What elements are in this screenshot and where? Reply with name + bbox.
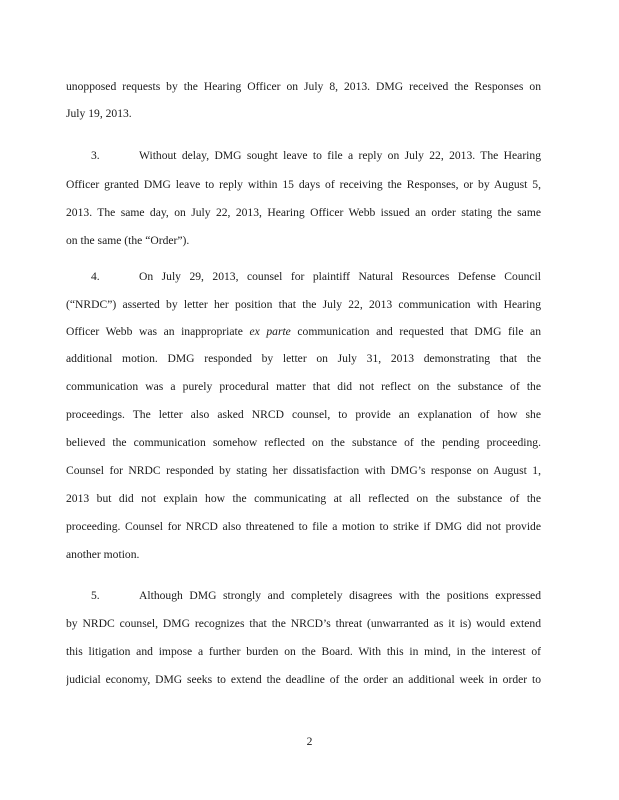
paragraph-5-line-1: Although DMG strongly and completely disagrees with the positions expressed (139, 589, 541, 602)
paragraph-5-line-4: judicial economy, DMG seeks to extend the deadline of the order an additional week in order to (66, 673, 541, 686)
paragraph-5-line-2: by NRDC counsel, DMG recognizes that the NRCD’s threat (unwarranted as it is) would extend (66, 617, 541, 630)
paragraph-4-line-2: (“NRDC”) asserted by letter her position that the July 22, 2013 communication with Hearing (66, 298, 541, 311)
ex-parte-italic: ex parte (249, 325, 291, 338)
paragraph-3-line-1: Without delay, DMG sought leave to file a reply on July 22, 2013. The Hearing (139, 149, 541, 162)
paragraph-4-line-9: 2013 but did not explain how the communicating at all reflected on the substance of the (66, 492, 541, 505)
paragraph-3-number: 3. (91, 149, 100, 162)
paragraph-3-line-3: 2013. The same day, on July 22, 2013, Hearing Officer Webb issued an order stating the same (66, 206, 541, 219)
paragraph-4-line-3-post: communication and requested that DMG file an (290, 325, 541, 338)
paragraph-5-line-3: this litigation and impose a further burden on the Board. With this in mind, in the interest of (66, 645, 541, 658)
continuation-line-2: July 19, 2013. (66, 107, 132, 120)
paragraph-4-line-4: additional motion. DMG responded by letter on July 31, 2013 demonstrating that the (66, 352, 541, 365)
paragraph-4-line-3 (66, 325, 541, 339)
paragraph-4-line-7: believed the communication somehow reflected on the substance of the pending proceeding. (66, 436, 541, 449)
paragraph-4-line-11: another motion. (66, 548, 140, 561)
paragraph-3-line-2: Officer granted DMG leave to reply within 15 days of receiving the Responses, or by August 5, (66, 178, 541, 191)
page-number: 2 (306, 735, 313, 748)
paragraph-4-line-3-pre: Officer Webb was an inappropriate (66, 325, 250, 338)
paragraph-4-line-1: On July 29, 2013, counsel for plaintiff Natural Resources Defense Council (139, 270, 541, 283)
paragraph-5-number: 5. (91, 589, 100, 602)
paragraph-3-line-4: on the same (the “Order”). (66, 234, 190, 247)
continuation-line-1: unopposed requests by the Hearing Officer on July 8, 2013. DMG received the Responses on (66, 80, 541, 93)
paragraph-4-line-8: Counsel for NRDC responded by stating her dissatisfaction with DMG’s response on August 1, (66, 464, 541, 477)
paragraph-4-line-6: proceedings. The letter also asked NRCD counsel, to provide an explanation of how she (66, 408, 541, 421)
paragraph-4-number: 4. (91, 270, 100, 283)
paragraph-4-line-10: proceeding. Counsel for NRCD also threatened to file a motion to strike if DMG did not provide (66, 520, 541, 533)
paragraph-4-line-5: communication was a purely procedural matter that did not reflect on the substance of the (66, 380, 541, 393)
